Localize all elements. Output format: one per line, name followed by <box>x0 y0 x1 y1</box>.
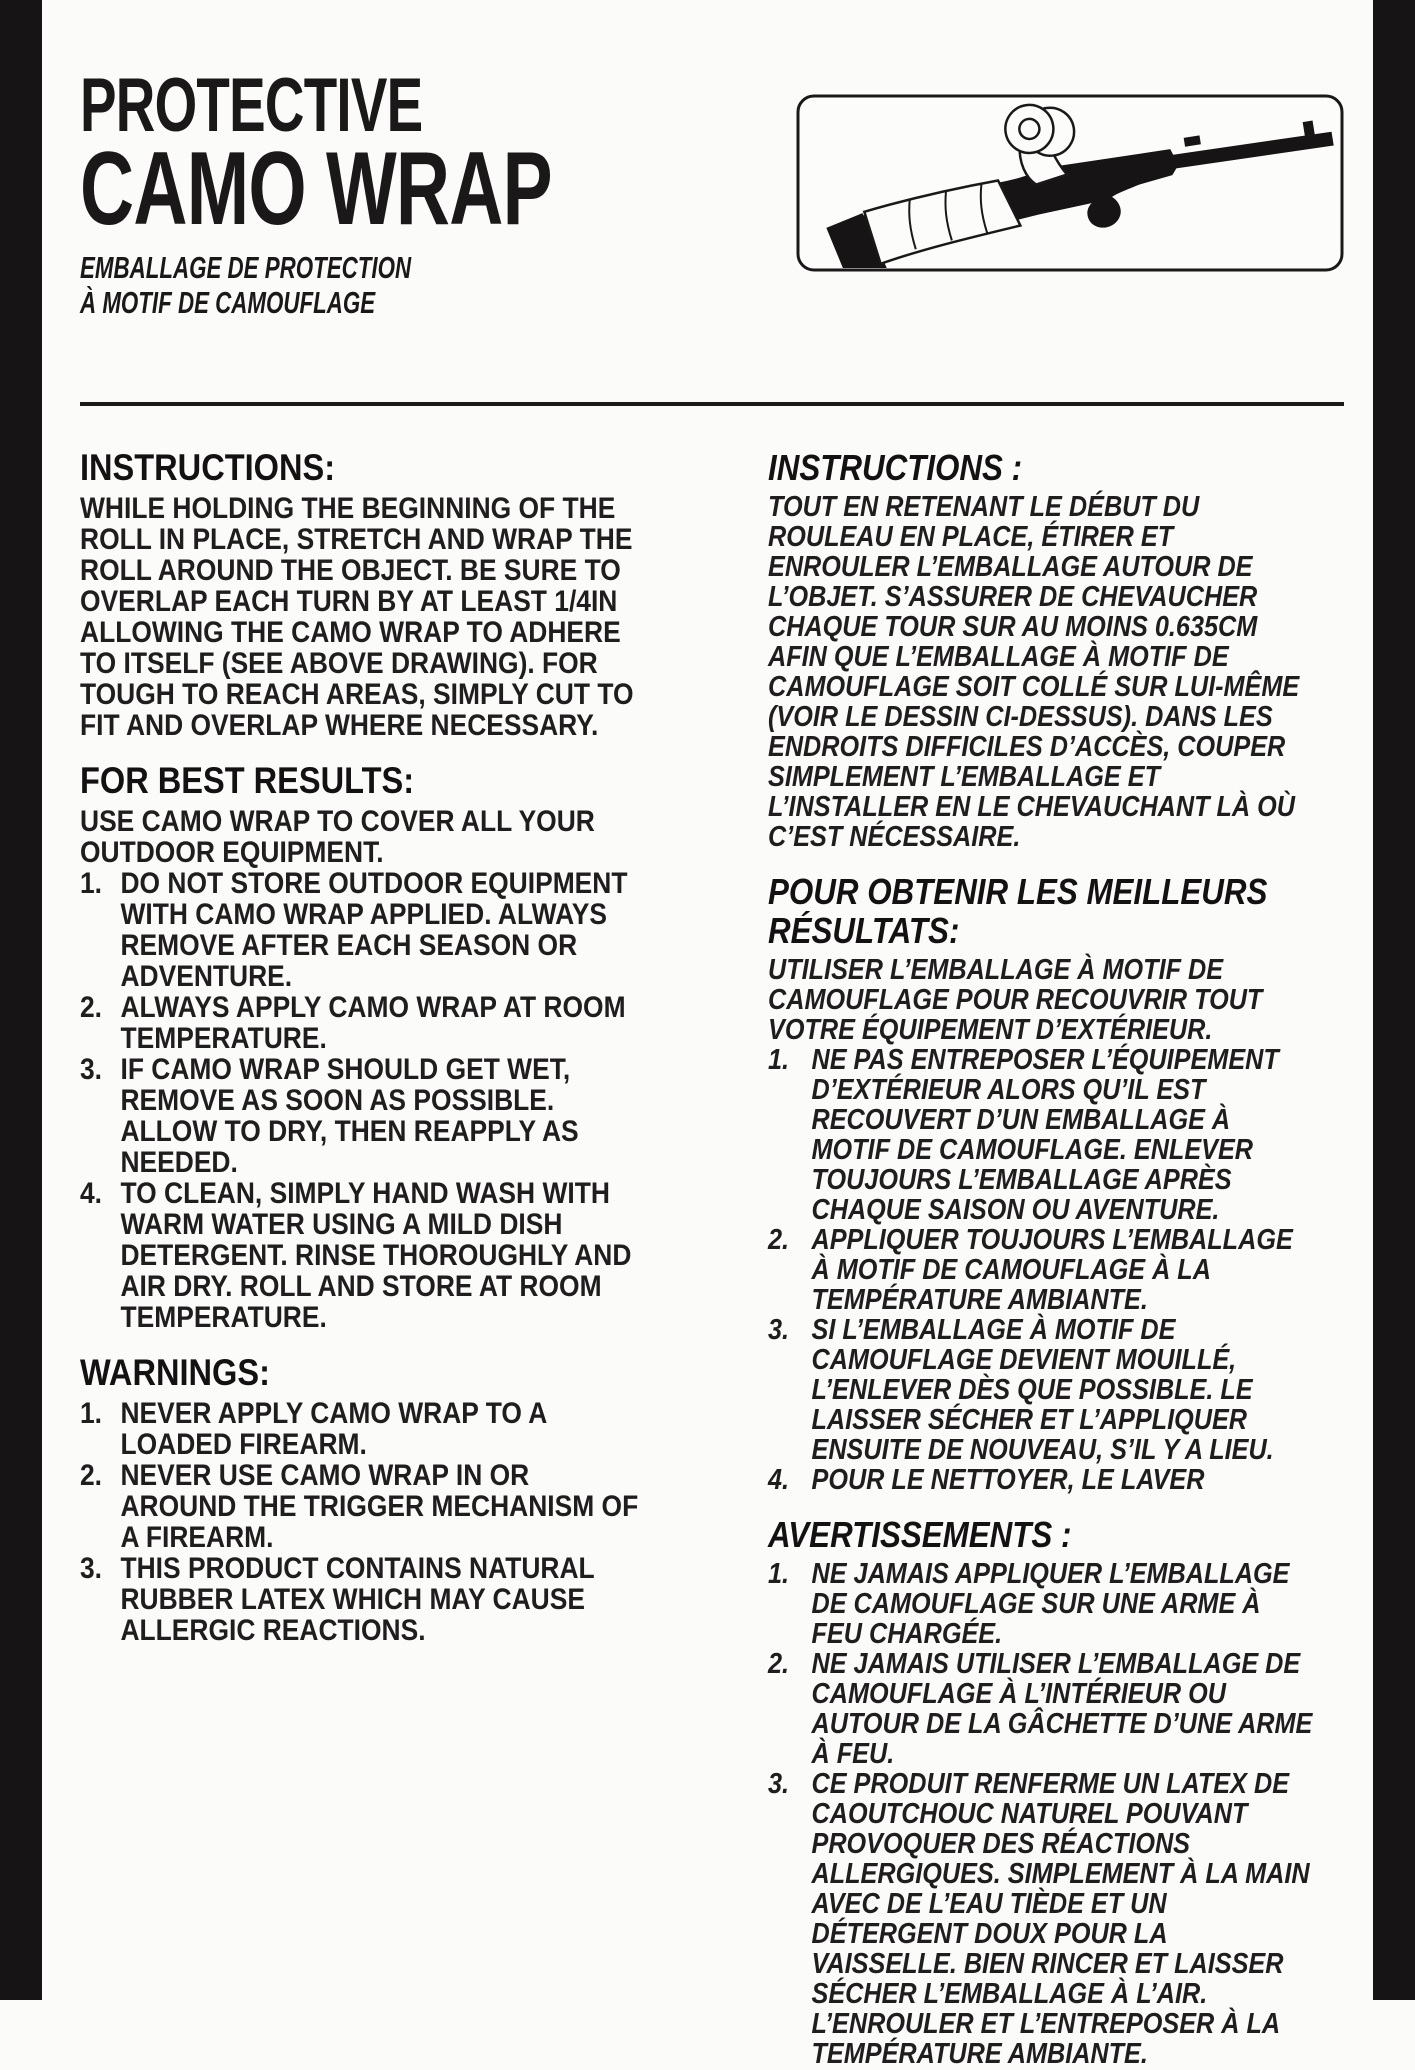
fr-best-results-intro: UTILISER L’EMBALLAGE À MOTIF DE CAMOUFLAGE POUR RECOUVRIR TOUT VOTRE ÉQUIPEMENT D’EXTÉRIEUR. <box>768 954 1263 1046</box>
list-item-number: 2. <box>768 1224 790 1256</box>
list-item-text: NE PAS ENTREPOSER L’ÉQUIPEMENT D’EXTÉRIEUR ALORS QU’IL EST RECOUVERT D’UN EMBALLAGE À MOTIF DE CAMOUFLAGE. ENLEVER TOUJOURS L’EMBALLAGE APRÈS CHAQUE SAISON OU AVENTURE. <box>811 1044 1279 1226</box>
english-column <box>80 448 650 1646</box>
list-item-text: NEVER APPLY CAMO WRAP TO A LOADED FIREARM. <box>120 1397 547 1461</box>
list-item-number: 2. <box>80 1459 103 1492</box>
list-item-number: 1. <box>80 1397 103 1430</box>
sheet-content <box>42 0 1373 2070</box>
fr-warnings-list <box>768 1559 1313 2069</box>
list-item <box>80 1178 650 1333</box>
en-best-results-heading: FOR BEST RESULTS: <box>80 760 415 801</box>
product-title-line2: CAMO WRAP <box>80 131 552 247</box>
fr-instructions-body: TOUT EN RETENANT LE DÉBUT DU ROULEAU EN PLACE, ÉTIRER ET ENROULER L’EMBALLAGE AUTOUR DE L’OBJET. S’ASSURER DE CHEVAUCHER CHAQUE TOUR SUR AU MOINS 0.635CM AFIN QUE L’EMBALLAGE À MOTIF DE CAMOUFLAGE SOIT COLLÉ SUR LUI-MÊME (VOIR LE DESSIN CI-DESSUS). DANS LES ENDROITS DIFFICILES D’ACCÈS, COUPER SIMPLEMENT L’EMBALLAGE ET L’INSTALLER EN LE CHEVAUCHANT LÀ OÙ C’EST NÉCESSAIRE. <box>768 491 1300 853</box>
list-item <box>80 992 650 1054</box>
list-item-number: 4. <box>80 1177 103 1210</box>
list-item-number: 1. <box>768 1558 790 1590</box>
list-item-number: 2. <box>768 1648 790 1680</box>
fr-best-results-heading: POUR OBTENIR LES MEILLEURS RÉSULTATS: <box>768 871 1268 951</box>
list-item <box>768 1225 1313 1315</box>
list-item-number: 1. <box>768 1044 790 1076</box>
en-warnings-heading: WARNINGS: <box>80 1352 270 1393</box>
list-item-text: NE JAMAIS APPLIQUER L’EMBALLAGE DE CAMOUFLAGE SUR UNE ARME À FEU CHARGÉE. <box>811 1558 1290 1650</box>
rifle-with-camo-wrap-roll-icon <box>796 94 1344 272</box>
french-column <box>768 448 1313 2069</box>
list-item <box>768 1465 1313 1495</box>
list-item-text: NE JAMAIS UTILISER L’EMBALLAGE DE CAMOUFLAGE À L’INTÉRIEUR OU AUTOUR DE LA GÂCHETTE D’UNE ARME À FEU. <box>811 1648 1313 1770</box>
product-subtitle-fr-line2: À MOTIF DE CAMOUFLAGE <box>80 285 376 320</box>
list-item <box>768 1649 1313 1769</box>
fr-warnings-heading: AVERTISSEMENTS : <box>768 1514 1072 1555</box>
list-item <box>768 1769 1313 2069</box>
en-warnings-list <box>80 1398 650 1646</box>
list-item <box>80 1460 650 1553</box>
list-item-text: CE PRODUIT RENFERME UN LATEX DE CAOUTCHOUC NATUREL POUVANT PROVOQUER DES RÉACTIONS ALLERGIQUES. SIMPLEMENT À LA MAIN AVEC DE L’EAU TIÈDE ET UN DÉTERGENT DOUX POUR LA VAISSELLE. BIEN RINCER ET LAISSER SÉCHER L’EMBALLAGE À L’AIR. L’ENROULER ET L’ENTREPOSER À LA TEMPÉRATURE AMBIANTE. <box>811 1768 1310 2070</box>
list-item <box>80 1553 650 1646</box>
list-item-text: TO CLEAN, SIMPLY HAND WASH WITH WARM WATER USING A MILD DISH DETERGENT. RINSE THOROUGHLY AND AIR DRY. ROLL AND STORE AT ROOM TEMPERATURE. <box>120 1177 632 1334</box>
list-item-text: IF CAMO WRAP SHOULD GET WET, REMOVE AS SOON AS POSSIBLE. ALLOW TO DRY, THEN REAPPLY AS NEEDED. <box>120 1053 579 1179</box>
fr-instructions-heading: INSTRUCTIONS : <box>768 447 1023 488</box>
list-item <box>80 868 650 992</box>
en-instructions-heading: INSTRUCTIONS: <box>80 447 336 488</box>
list-item <box>768 1045 1313 1225</box>
left-border-bar <box>0 0 42 2000</box>
masthead <box>80 63 1344 320</box>
list-item-number: 1. <box>80 867 103 900</box>
en-best-results-list <box>80 868 650 1333</box>
en-instructions-body: WHILE HOLDING THE BEGINNING OF THE ROLL IN PLACE, STRETCH AND WRAP THE ROLL AROUND THE OBJECT. BE SURE TO OVERLAP EACH TURN BY AT LEAST 1/4IN ALLOWING THE CAMO WRAP TO ADHERE TO ITSELF (SEE ABOVE DRAWING). FOR TOUGH TO REACH AREAS, SIMPLY CUT TO FIT AND OVERLAP WHERE NECESSARY. <box>80 492 634 742</box>
wrap-application-drawing-box <box>796 94 1344 272</box>
list-item-number: 4. <box>768 1464 790 1496</box>
list-item <box>768 1559 1313 1649</box>
list-item-number: 3. <box>80 1552 103 1585</box>
list-item <box>80 1398 650 1460</box>
list-item-text: THIS PRODUCT CONTAINS NATURAL RUBBER LATEX WHICH MAY CAUSE ALLERGIC REACTIONS. <box>120 1552 595 1647</box>
list-item-text: DO NOT STORE OUTDOOR EQUIPMENT WITH CAMO WRAP APPLIED. ALWAYS REMOVE AFTER EACH SEASON OR ADVENTURE. <box>120 867 628 993</box>
list-item-text: POUR LE NETTOYER, LE LAVER <box>811 1464 1205 1496</box>
right-border-bar <box>1373 0 1415 2000</box>
fr-best-results-list <box>768 1045 1313 1495</box>
product-subtitle-fr-line1: EMBALLAGE DE PROTECTION <box>80 250 412 285</box>
list-item-number: 3. <box>768 1768 790 1800</box>
en-best-results-intro: USE CAMO WRAP TO COVER ALL YOUR OUTDOOR EQUIPMENT. <box>80 805 595 869</box>
list-item-text: APPLIQUER TOUJOURS L’EMBALLAGE À MOTIF DE CAMOUFLAGE À LA TEMPÉRATURE AMBIANTE. <box>811 1224 1293 1316</box>
list-item-text: SI L’EMBALLAGE À MOTIF DE CAMOUFLAGE DEVIENT MOUILLÉ, L’ENLEVER DÈS QUE POSSIBLE. LE LAISSER SÉCHER ET L’APPLIQUER ENSUITE DE NOUVEAU, S’IL Y A LIEU. <box>811 1314 1274 1466</box>
list-item <box>80 1054 650 1178</box>
list-item-number: 2. <box>80 991 103 1024</box>
list-item-number: 3. <box>80 1053 103 1086</box>
list-item-text: NEVER USE CAMO WRAP IN OR AROUND THE TRIGGER MECHANISM OF A FIREARM. <box>120 1459 639 1554</box>
divider-rule <box>80 402 1344 406</box>
list-item-text: ALWAYS APPLY CAMO WRAP AT ROOM TEMPERATURE. <box>120 991 626 1055</box>
two-column-body <box>80 448 1344 2069</box>
title-block <box>80 63 796 320</box>
list-item <box>768 1315 1313 1465</box>
product-title-line1: PROTECTIVE <box>80 63 423 148</box>
list-item-number: 3. <box>768 1314 790 1346</box>
